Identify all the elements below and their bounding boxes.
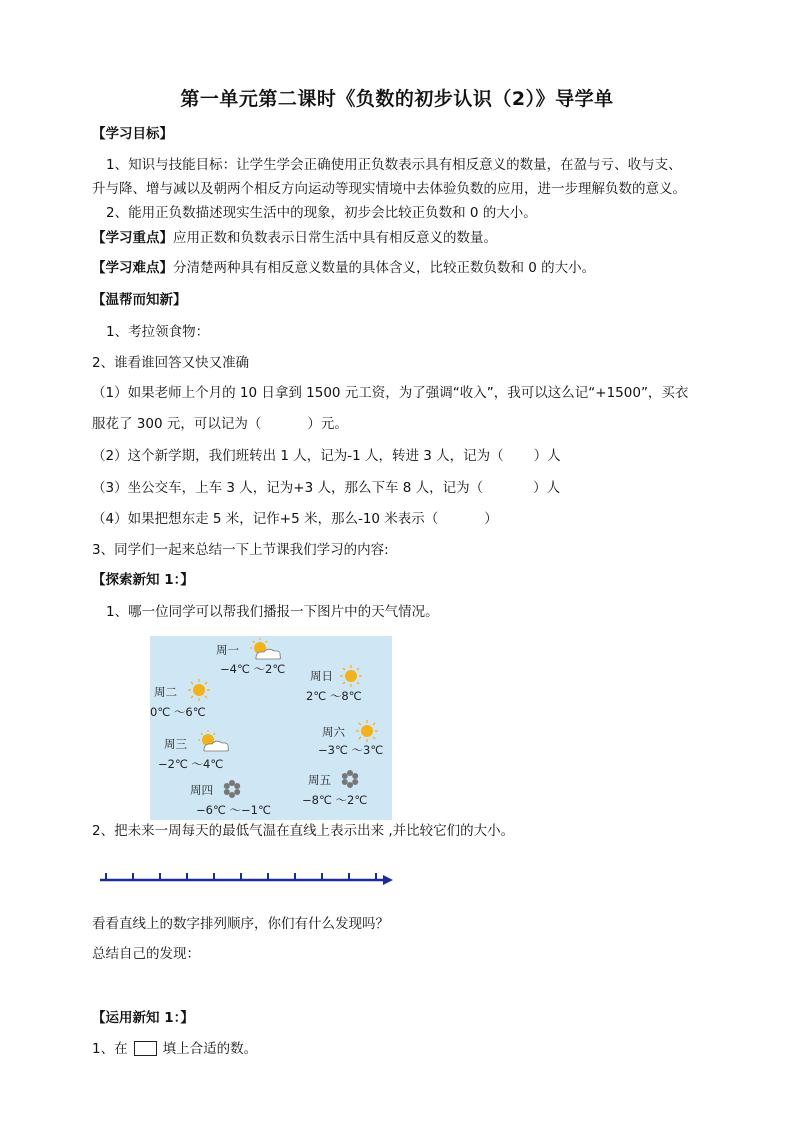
explore-header: 【探索新知 1：】 (92, 572, 194, 588)
objectives-header: 【学习目标】 (92, 126, 173, 142)
objective-2: 2、能用正负数描述现实生活中的现象，初步会比较正负数和 0 的大小。 (106, 205, 537, 221)
review-item-1: 1、考拉领食物： (106, 324, 210, 340)
weather-day-label: 周五 (308, 773, 331, 787)
weather-range-label: −3℃ ～3℃ (318, 743, 384, 757)
weather-range-label: −4℃ ～2℃ (220, 662, 286, 676)
question-2 (92, 446, 561, 466)
sun-cloud-icon (194, 730, 234, 754)
page-title: 第一单元第二课时《负数的初步认识（2）》导学单 (180, 88, 614, 110)
weather-day-label: 周三 (164, 737, 187, 751)
weather-range-label: −2℃ ～4℃ (158, 757, 224, 771)
question-3 (92, 478, 560, 498)
apply-item-prefix: 1、在 (92, 1041, 128, 1057)
sun-icon (188, 679, 210, 701)
explore-item-2: 2、把未来一周每天的最低气温在直线上表示出来 ,并比较它们的大小。 (92, 823, 515, 839)
number-line (98, 866, 394, 890)
review-item-3: 3、同学们一起来总结一下上节课我们学习的内容: (92, 542, 389, 558)
apply-item-1 (92, 1039, 257, 1059)
question-1-text: 服花了 300 元，可以记为（ (92, 416, 262, 432)
objective-1-line-2: 升与降、增与减以及朝两个相反方向运动等现实情境中去体验负数的应用，进一步理解负数的意义。 (92, 181, 686, 197)
question-1-line-2 (92, 414, 348, 434)
question-4-unit: ） (484, 511, 498, 527)
weather-range-label: −8℃ ～2℃ (302, 793, 368, 807)
weather-day-label: 周四 (190, 783, 213, 797)
summary-prompt: 总结自己的发现： (92, 946, 200, 962)
key-point-header: 【学习重点】 (92, 230, 173, 246)
question-4-text: （4）如果把想东走 5 米，记作+5 米，那么-10 米表示（ (92, 511, 439, 527)
snowflake-icon (222, 779, 242, 799)
review-header: 【温帮而知新】 (92, 292, 187, 308)
weather-day-label: 周二 (154, 685, 177, 699)
weather-day-label: 周六 (322, 725, 345, 739)
question-1-line-1: （1）如果老师上个月的 10 日拿到 1500 元工资，为了强调“收入”，我可以这么记“+1500”，买衣 (92, 385, 689, 401)
question-order: 看看直线上的数字排列顺序，你们有什么发现吗？ (92, 916, 389, 932)
difficulty (92, 258, 595, 278)
answer-box[interactable] (134, 1041, 157, 1056)
question-4 (92, 509, 498, 529)
question-3-text: （3）坐公交车，上车 3 人，记为+3 人，那么下车 8 人，记为（ (92, 480, 484, 496)
question-3-unit: ）人 (533, 480, 561, 496)
weather-range-label: −6℃ ～−1℃ (196, 803, 271, 817)
key-point-text: 应用正数和负数表示日常生活中具有相反意义的数量。 (173, 230, 497, 246)
explore-item-1: 1、哪一位同学可以帮我们播报一下图片中的天气情况。 (106, 604, 439, 620)
review-item-2: 2、谁看谁回答又快又准确 (92, 355, 250, 371)
question-1-unit: ）元。 (307, 416, 348, 432)
apply-header: 【运用新知 1：】 (92, 1010, 194, 1026)
weather-range-label: 0℃ ～6℃ (150, 705, 206, 719)
key-point (92, 228, 497, 248)
weather-day-label: 周日 (310, 669, 333, 683)
sun-cloud-icon (246, 638, 286, 662)
difficulty-text: 分清楚两种具有相反意义数量的具体含义，比较正数负数和 0 的大小。 (173, 260, 596, 276)
question-2-unit: ）人 (533, 448, 561, 464)
weather-day-label: 周一 (216, 643, 239, 657)
question-2-text: （2）这个新学期，我们班转出 1 人，记为-1 人，转进 3 人，记为（ (92, 448, 504, 464)
weather-range-label: 2℃ ～8℃ (306, 689, 362, 703)
apply-item-suffix: 填上合适的数。 (162, 1041, 258, 1057)
snowflake-icon (340, 769, 360, 789)
objective-1-line-1: 1、知识与技能目标：让学生学会正确使用正负数表示具有相反意义的数量，在盈与亏、收与支、 (106, 157, 682, 173)
sun-icon (356, 720, 378, 742)
sun-icon (340, 665, 362, 687)
difficulty-header: 【学习难点】 (92, 260, 173, 276)
weather-image (150, 636, 392, 820)
